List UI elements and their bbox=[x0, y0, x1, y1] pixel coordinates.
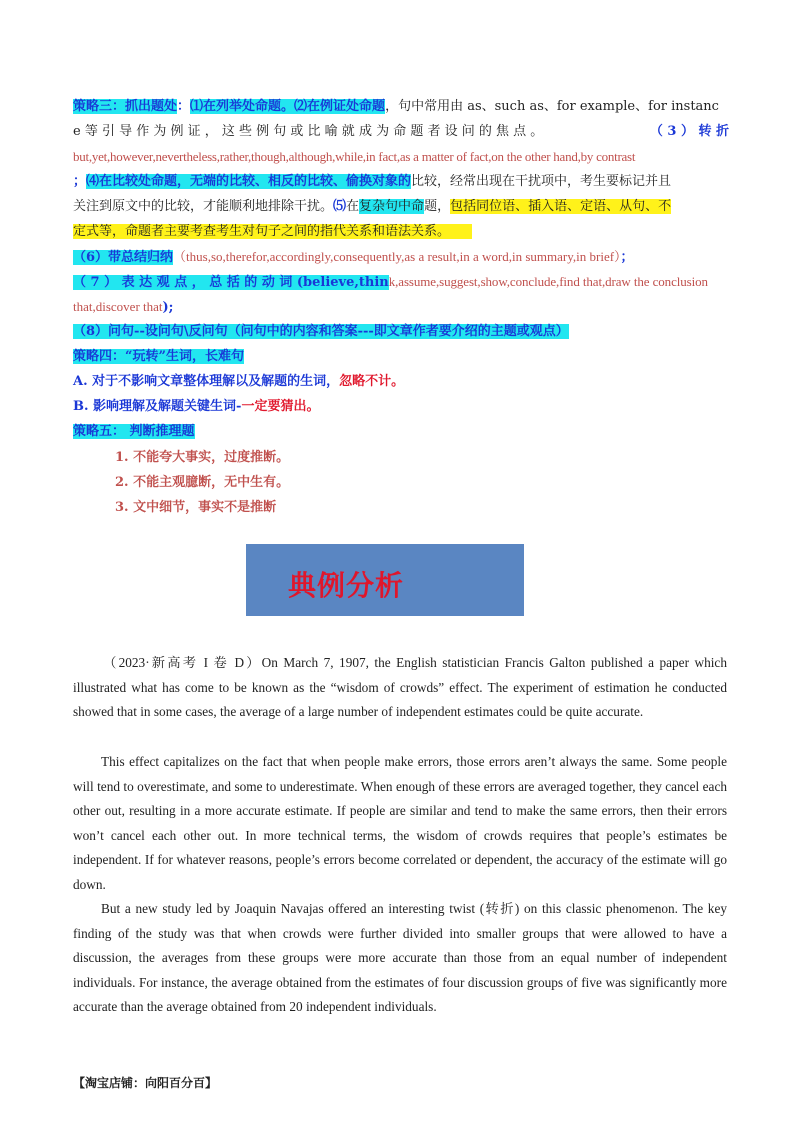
passage-paragraph-3 bbox=[73, 897, 727, 1020]
item6-line bbox=[73, 249, 729, 266]
passage-p3-text: But a new study led by Joaquin Navajas offered an interesting twist (转折) on this classic phenomenon. The key finding of the study was that when crowds were further divided into smaller groups that were allowed to have a discussion, the averages from these groups were more accurate than those from an equal number of independent individuals. For instance, the average obtained from the estimates of four discussion groups of five was significantly more accurate than the average obtained from 20 independent individuals. bbox=[73, 901, 727, 1014]
item6-label: （6）带总结归纳 bbox=[73, 250, 174, 265]
strategy3-line4-tail: 比较，经常出现在干扰项中，考生要标记并且 bbox=[411, 174, 672, 189]
strategy4-b bbox=[73, 399, 729, 415]
strategy3-item5-a: 在 bbox=[346, 199, 360, 214]
strategy3-line4 bbox=[73, 174, 729, 190]
strategy3-label: 策略三：抓出题处 bbox=[73, 99, 178, 114]
item7-end: ); bbox=[162, 300, 174, 315]
footer-shop-name: 【淘宝店铺：向阳百分百】 bbox=[73, 1076, 218, 1090]
item6-end: ； bbox=[620, 250, 634, 265]
strategy3-item5-c: 包括同位语、插入语、定语、从句、不 bbox=[450, 199, 672, 214]
item7-line1 bbox=[73, 274, 729, 291]
banner-title: 典例分析 bbox=[288, 569, 405, 602]
strategy5-item-3: 3. 文中细节，事实不是推断 bbox=[115, 500, 277, 515]
passage-p2-text: This effect capitalizes on the fact that when people make errors, those errors aren’t always the same. Some people will tend to overestimate, and some to underestimate. When enough of these errors are averaged together, they cancel each other out, resulting in a more accurate estimate. If people are similar and tend to make the same errors, then their errors won’t cancel each other out. In more technical terms, the wisdom of crowds requires that people’s estimates be independent. If for whatever reasons, people’s errors become correlated or dependent, the accuracy of the estimate will go down. bbox=[73, 754, 727, 892]
strategy5-line bbox=[73, 424, 729, 440]
strategy3-line6-text: 定式等，命题者主要考查考生对句子之间的指代关系和语法关系。 bbox=[73, 224, 472, 239]
strategy3-item5-highlight: 复杂句中命 bbox=[359, 199, 425, 214]
item7-content1: k,assume,suggest,show,conclude,find that,draw the conclusion bbox=[388, 274, 708, 289]
strategy3-item2: ⑵在例证处命题 bbox=[294, 99, 386, 114]
strategy3-line6 bbox=[73, 224, 729, 240]
strategy3-line3 bbox=[73, 149, 729, 165]
strategy3-line5-a: 关注到原文中的比较，才能顺利地排除干扰。 bbox=[73, 199, 334, 214]
strategy5-item-1: 1. 不能夸大事实，过度推断。 bbox=[115, 450, 290, 465]
strategy4-b-emph: 一定要猜出。 bbox=[241, 399, 320, 414]
strategy4-label: 策略四：“玩转”生词，长难句 bbox=[73, 349, 244, 364]
item8-line bbox=[73, 324, 729, 340]
passage-p1-text: （2023·新高考 I 卷 D）On March 7, 1907, the English statistician Francis Galton published a paper which illustrated what has come to be known as the “wisdom of crowds” effect. The experiment of estimation he conducted showed that in some cases, the average of a large number of independent estimates could be quite accurate. bbox=[73, 655, 727, 719]
strategy3-item1: ⑴在列举处命题。 bbox=[190, 99, 295, 114]
strategy5-label: 策略五： 判断推理题 bbox=[73, 424, 195, 439]
strategy3-item3-label: （ 3 ） 转 折 bbox=[649, 124, 729, 139]
strategy3-line2-text: e 等 引 导 作 为 例 证 ， 这 些 例 句 或 比 喻 就 成 为 命 题 者 设 问 的 焦 点 。 bbox=[73, 124, 544, 139]
transition-words: but,yet,however,nevertheless,rather,though,although,while,in fact,as a matter of fact,on the other hand,by contrast bbox=[73, 149, 636, 164]
item7-line2 bbox=[73, 299, 729, 316]
item7-label: （ 7 ） 表 达 观 点 ， 总 括 的 动 词 (believe,thin bbox=[73, 275, 389, 290]
strategy4-a-emph: 忽略不计。 bbox=[339, 374, 405, 389]
strategy3-item5-num: ⑸ bbox=[333, 199, 347, 214]
strategy4-b-text: B. 影响理解及解题关键生词- bbox=[73, 399, 242, 414]
item7-content2: that,discover that bbox=[73, 299, 163, 314]
item6-content: （thus,so,therefor,accordingly,consequently,as a result,in a word,in summary,in brief） bbox=[173, 249, 621, 264]
strategy4-a-text: A. 对于不影响文章整体理解以及解题的生词， bbox=[73, 374, 340, 389]
strategy5-item-2: 2. 不能主观臆断，无中生有。 bbox=[115, 475, 290, 490]
item8-text: （8）问句--设问句\反问句（问句中的内容和答案---即文章作者要介绍的主题或观点） bbox=[73, 324, 569, 339]
strategy3-line5 bbox=[73, 199, 729, 215]
strategy3-item4: ⑷在比较处命题，无端的比较、相反的比较、偷换对象的 bbox=[86, 174, 412, 189]
strategy3-line4-start: ； bbox=[73, 174, 87, 189]
strategy4-line bbox=[73, 349, 729, 365]
strategy4-a bbox=[73, 374, 729, 390]
strategy3-item5-b: 题， bbox=[424, 199, 451, 214]
strategy3-colon: ： bbox=[177, 99, 191, 114]
section-banner bbox=[246, 544, 524, 616]
strategy3-line2 bbox=[73, 124, 729, 140]
strategy3-line1 bbox=[73, 99, 729, 115]
strategy3-line1-tail: ，句中常用由 as、such as、for example、for instanc bbox=[385, 99, 719, 114]
passage-paragraph-1 bbox=[73, 651, 727, 725]
passage-paragraph-2 bbox=[73, 750, 727, 897]
